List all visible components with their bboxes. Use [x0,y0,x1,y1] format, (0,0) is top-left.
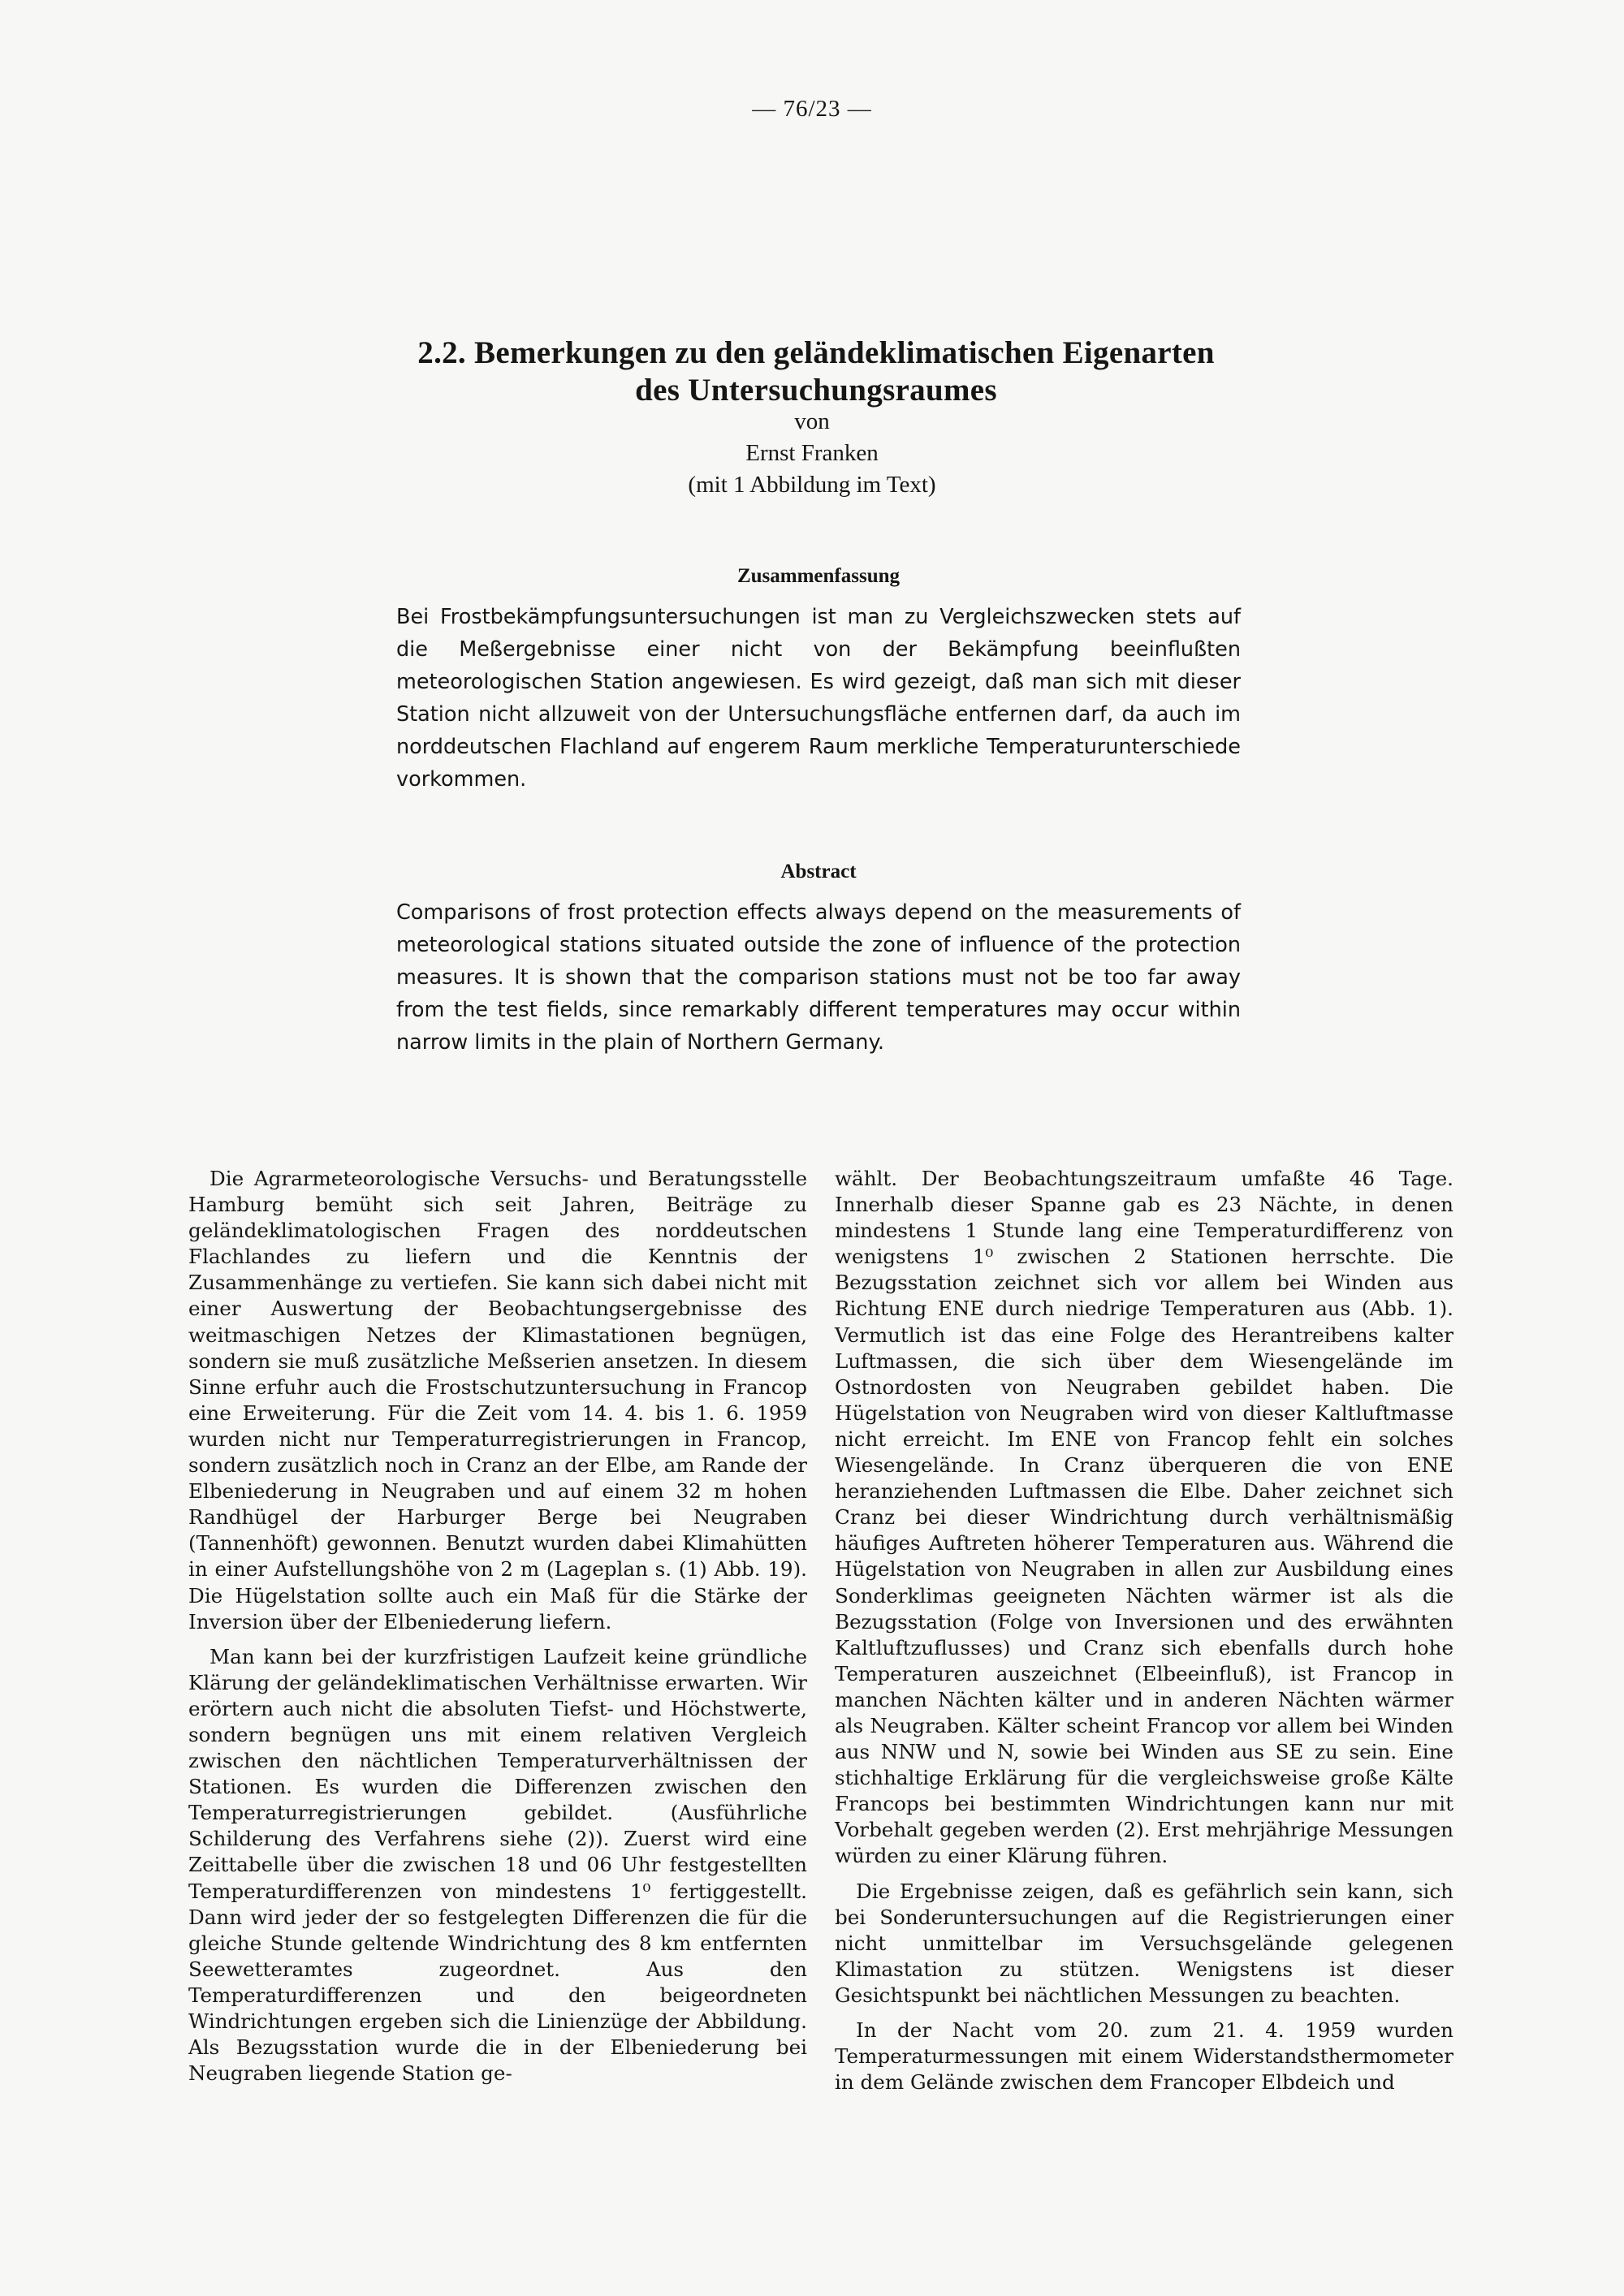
author-name: Ernst Franken [745,440,879,466]
page-number: — 76/23 — [752,96,872,122]
article-title [260,334,1372,409]
body-column-right [835,1166,1453,2104]
byline [0,406,1624,501]
title-line-2: des Untersuchungsraumes [635,373,997,408]
body-column-left [188,1166,807,2095]
figure-note: (mit 1 Abbildung im Text) [688,472,936,498]
abstract-text: Comparisons of frost protection effects always depend on the measurements of meteorological stations situated outside the zone of influence of the protection measures. It is shown that the comparison stations must not be too far away from the test fields, since remarkably different temperatures may occur within narrow limits in the plain of Northern Germany. [396,900,1241,1055]
zusammenfassung-heading: Zusammenfassung [736,565,901,587]
body-paragraph: wählt. Der Beobachtungszeitraum umfaßte 46 Tage. Innerhalb dieser Spanne gab es 23 Nächte, in denen mindestens 1 Stunde lang eine Temperaturdifferenz von wenigstens 1⁰ zwischen 2 Stationen herrschte. Die Bezugsstation zeichnet sich vor allem bei Winden aus Richtung ENE durch niedrige Temperaturen aus (Abb. 1). Vermutlich ist das eine Folge des Herantreibens kalter Luftmassen, die sich über dem Wiesengelände im Ostnordosten von Neugraben gebildet haben. Die Hügelstation von Neugraben wird von dieser Kaltluftmasse nicht erreicht. Im ENE von Francop fehlt ein solches Wiesengelände. In Cranz überqueren die von ENE heranziehenden Luftmassen die Elbe. Daher zeichnet sich Cranz bei dieser Windrichtung durch verhältnismäßig häufiges Auftreten höherer Temperaturen aus. Während die Hügelstation von Neugraben in allen zur Ausbildung eines Sonderklimas geeigneten Nächten wärmer ist als die Bezugsstation (Folge von Inversionen und des erwähnten Kaltluftzuflusses) und Cranz sich ebenfalls durch hohe Temperaturen auszeichnet (Elbeeinfluß), ist Francop in manchen Nächten kälter und in anderen Nächten wärmer als Neugraben. Kälter scheint Francop vor allem bei Winden aus NNW und N, sowie bei Winden aus SE zu sein. Eine stichhaltige Erklärung für die vergleichsweise große Kälte Francops bei bestimmten Windrichtungen kann nur mit Vorbehalt gegeben werden (2). Erst mehrjährige Messungen würden zu einer Klärung führen. [835,1167,1453,1868]
body-paragraph: Man kann bei der kurzfristigen Laufzeit keine gründliche Klärung der geländeklimatischen Verhältnisse erwarten. Wir erörtern auch nicht die absoluten Tiefst- und Höchstwerte, sondern begnügen uns mit einem relativen Vergleich zwischen den nächtlichen Temperaturverhältnissen der Stationen. Es wurden die Differenzen zwischen den Temperaturregistrierungen gebildet. (Ausführliche Schilderung des Verfahrens siehe (2)). Zuerst wird eine Zeittabelle über die zwischen 18 und 06 Uhr festgestellten Temperaturdifferenzen von mindestens 1⁰ fertiggestellt. Dann wird jeder der so festgelegten Differenzen die für die gleiche Stunde geltende Windrichtung des 8 km entfernten Seewetteramtes zugeordnet. Aus den Temperaturdifferenzen und den beigeordneten Windrichtungen ergeben sich die Linienzüge der Abbildung. Als Bezugsstation wurde die in der Elbeniederung bei Neugraben liegende Station ge- [188,1644,807,2086]
body-paragraph: Die Ergebnisse zeigen, daß es gefährlich sein kann, sich bei Sonderuntersuchungen auf die Registrierungen einer nicht unmittelbar im Versuchsgelände gelegenen Klimastation zu stützen. Wenigstens ist dieser Gesichtspunkt bei nächtlichen Messungen zu beachten. [835,1879,1453,2007]
zusammenfassung-text: Bei Frostbekämpfungsuntersuchungen ist man zu Vergleichszwecken stets auf die Meßergebnisse einer nicht von der Bekämpfung beeinflußten meteorologischen Station angewiesen. Es wird gezeigt, daß man sich mit dieser Station nicht allzuweit von der Untersuchungsfläche entfernen darf, da auch im norddeutschen Flachland auf engerem Raum merkliche Temperaturunterschiede vorkommen. [396,605,1241,792]
body-paragraph: Die Agrarmeteorologische Versuchs- und Beratungsstelle Hamburg bemüht sich seit Jahren, Beiträge zu geländeklimatologischen Fragen des norddeutschen Flachlandes zu liefern und die Kenntnis der Zusammenhänge zu vertiefen. Sie kann sich dabei nicht mit einer Auswertung der Beobachtungsergebnisse des weitmaschigen Netzes der Klimastationen begnügen, sondern sie muß zusätzliche Meßserien ansetzen. In diesem Sinne erfuhr auch die Frostschutzuntersuchung in Francop eine Erweiterung. Für die Zeit vom 14. 4. bis 1. 6. 1959 wurden nicht nur Temperaturregistrierungen in Francop, sondern zusätzlich noch in Cranz an der Elbe, am Rande der Elbeniederung in Neugraben und auf einem 32 m hohen Randhügel der Harburger Berge bei Neugraben (Tannenhöft) gewonnen. Benutzt wurden dabei Klimahütten in einer Aufstellungshöhe von 2 m (Lageplan s. (1) Abb. 19). Die Hügelstation sollte auch ein Maß für die Stärke der Inversion über der Elbeniederung liefern. [188,1167,807,1634]
byline-von: von [794,408,830,434]
title-line-1: 2.2. Bemerkungen zu den geländeklimatischen Eigenarten [417,335,1215,370]
abstract-heading: Abstract [780,861,857,883]
zusammenfassung-section [396,565,1241,796]
abstract-section [396,861,1241,1059]
body-paragraph: In der Nacht vom 20. zum 21. 4. 1959 wurden Temperaturmessungen mit einem Widerstandsthermometer in dem Gelände zwischen dem Francoper Elbdeich und [835,2018,1453,2095]
